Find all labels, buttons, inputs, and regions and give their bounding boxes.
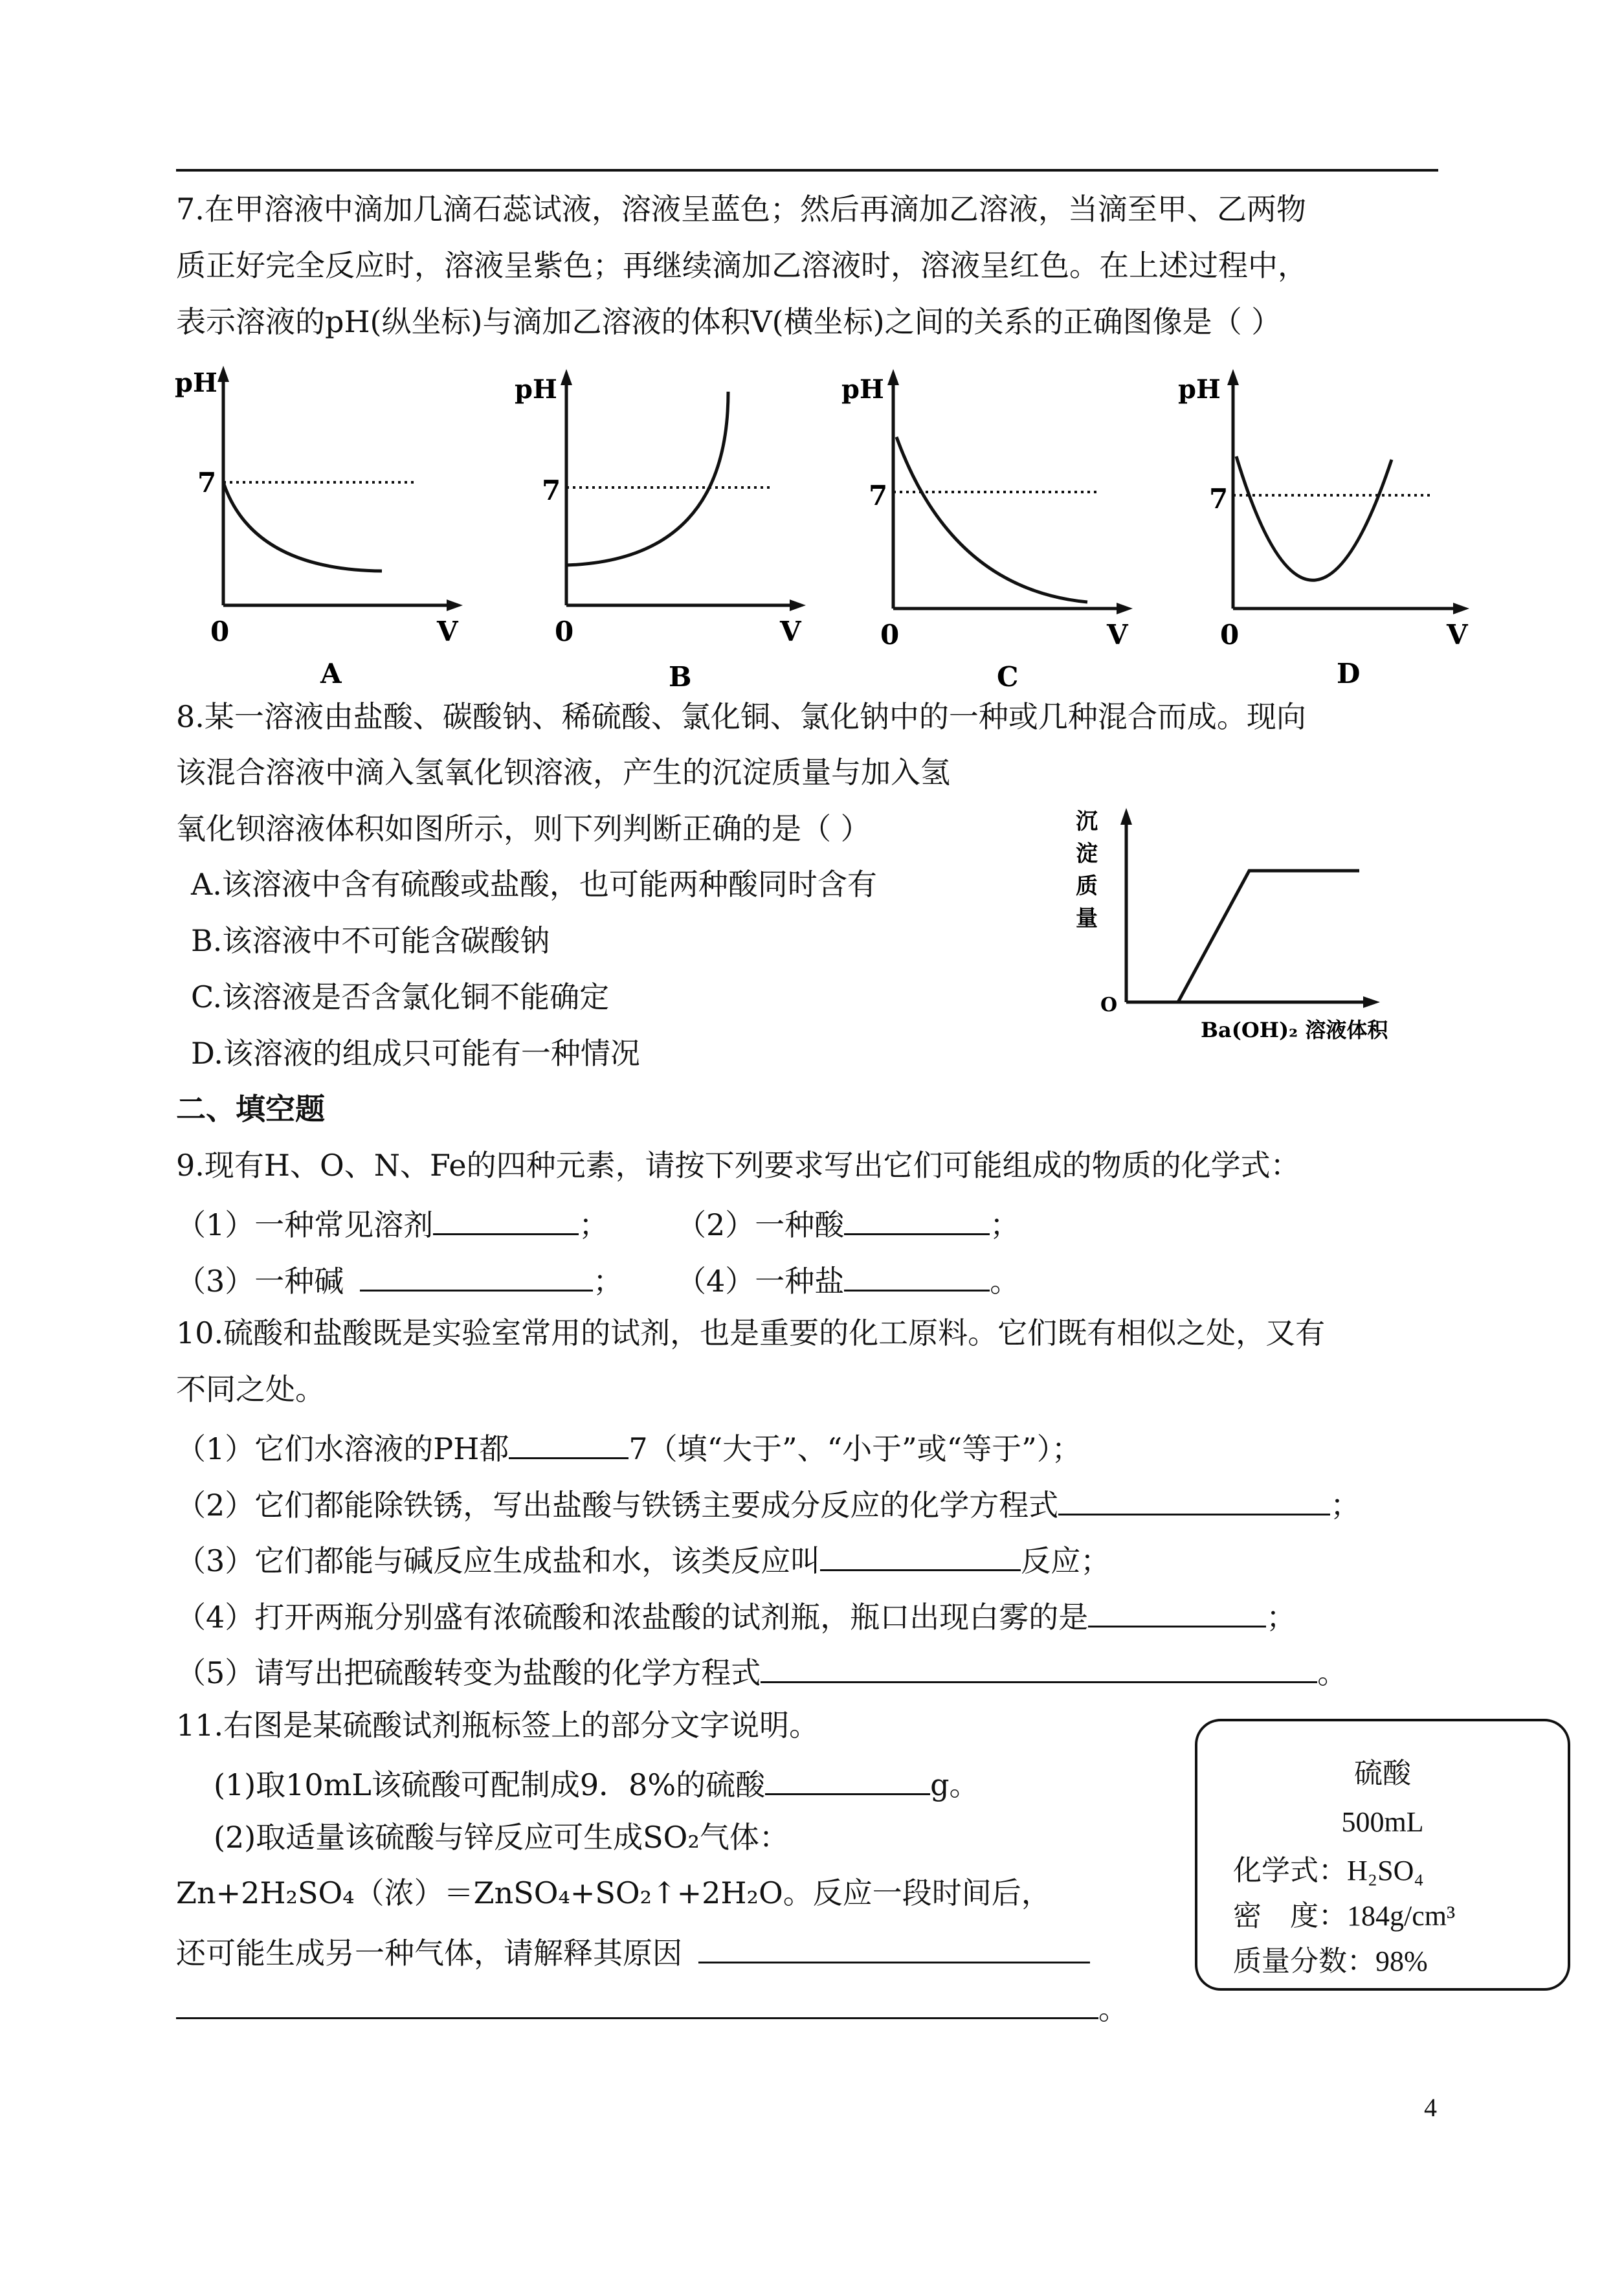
q11-equation: Zn+2H₂SO₄（浓）＝ZnSO₄+SO₂↑+2H₂O。反应一段时间后， — [176, 1875, 1051, 1910]
q11-stem: 11.右图是某硫酸试剂瓶标签上的部分文字说明。 — [176, 1708, 819, 1743]
q8-option-d: D.该溶液的组成只可能有一种情况 — [191, 1036, 640, 1071]
graph-a-seven: 7 — [197, 467, 217, 498]
q11-part1 — [214, 1763, 979, 1803]
q11-part1-blank[interactable] — [765, 1763, 930, 1795]
q8-graph-y-arrow — [1120, 808, 1132, 825]
q10-line1: 10.硫酸和盐酸既是实验室常用的试剂，也是重要的化工原料。它们既有相似之处，又有 — [176, 1315, 1326, 1350]
label-name: 硫酸 — [1354, 1758, 1411, 1789]
graph-c-seven: 7 — [869, 480, 888, 511]
q8-option-b: B.该溶液中不可能含碳酸钠 — [191, 923, 550, 958]
graph-c-curve — [896, 437, 1087, 602]
q10-part2 — [176, 1484, 1360, 1523]
q10-part5-period: 。 — [1317, 1655, 1348, 1690]
q8-graph-origin: O — [1100, 994, 1118, 1016]
q8-graph-xlabel: Ba(OH)₂ 溶液体积 — [1201, 1018, 1388, 1042]
graph-c-y-arrow — [887, 369, 899, 385]
header-rule — [176, 169, 1438, 172]
graph-a-ph-label: pH — [175, 368, 217, 398]
label-density: 密 度：184g/cm³ — [1233, 1900, 1456, 1932]
q9-part1-semi: ； — [579, 1207, 609, 1242]
q9-part3-text: （3）一种碱 — [176, 1264, 344, 1299]
q8-graph-line — [1178, 871, 1359, 1002]
q10-part5-text: （5）请写出把硫酸转变为盐酸的化学方程式 — [176, 1655, 761, 1690]
q8-option-c: C.该溶液是否含氯化铜不能确定 — [191, 979, 610, 1014]
q11-part2: (2)取适量该硫酸与锌反应可生成SO₂气体： — [214, 1820, 789, 1855]
graph-d — [1178, 366, 1482, 696]
graph-b-caption: B — [669, 661, 692, 693]
q8-line1: 8.某一溶液由盐酸、碳酸钠、稀硫酸、氯化铜、氯化钠中的一种或几种混合而成。现向 — [176, 699, 1306, 734]
q9-part4 — [676, 1260, 1019, 1299]
q10-part3-text: （3）它们都能与碱反应生成盐和水，该类反应叫 — [176, 1543, 821, 1578]
q9-stem: 9.现有H、O、N、Fe的四种元素，请按下列要求写出它们可能组成的物质的化学式： — [176, 1148, 1300, 1183]
graph-d-caption: D — [1337, 658, 1361, 689]
q10-part5 — [176, 1651, 1347, 1691]
q8-graph-ylabel-3: 质 — [1076, 873, 1098, 899]
q11-part3-blank[interactable] — [698, 1932, 1090, 1963]
q8-line2: 该混合溶液中滴入氢氧化钡溶液，产生的沉淀质量与加入氢 — [176, 755, 950, 790]
label-fraction: 质量分数：98% — [1233, 1945, 1428, 1977]
graph-a-caption: A — [320, 658, 342, 689]
graph-b-seven: 7 — [542, 475, 561, 506]
q10-part1-blank[interactable] — [509, 1427, 628, 1459]
graph-b-v-label: V — [780, 616, 801, 647]
graph-b-origin: 0 — [555, 616, 574, 647]
graph-b — [515, 366, 819, 696]
graph-d-ph-label: pH — [1178, 374, 1221, 405]
q9-part1 — [176, 1203, 608, 1243]
q10-part3-tail: 反应； — [1021, 1543, 1111, 1578]
q7-line2: 质正好完全反应时，溶液呈紫色；再继续滴加乙溶液时，溶液呈红色。在上述过程中， — [176, 248, 1307, 283]
graph-d-x-arrow — [1453, 603, 1469, 614]
graph-c-ph-label: pH — [841, 374, 884, 405]
graph-d-curve — [1236, 456, 1392, 580]
q8-option-a: A.该溶液中含有硫酸或盐酸，也可能两种酸同时含有 — [191, 867, 877, 902]
q9-part3-semi: ； — [593, 1264, 623, 1299]
q9-part4-text: （4）一种盐 — [676, 1264, 845, 1299]
graph-b-ph-label: pH — [515, 374, 557, 405]
graph-d-seven: 7 — [1209, 483, 1229, 515]
q9-part4-period: 。 — [990, 1264, 1020, 1299]
q7-line3: 表示溶液的pH(纵坐标)与滴加乙溶液的体积V(横坐标)之间的关系的正确图像是（ ） — [176, 304, 1282, 339]
q9-part2-blank[interactable] — [844, 1203, 990, 1235]
q11-part1-unit: g。 — [930, 1767, 979, 1802]
graph-d-y-arrow — [1227, 369, 1239, 385]
graph-b-x-arrow — [790, 599, 806, 611]
graph-c-origin: 0 — [880, 619, 900, 651]
q8-line3: 氧化钡溶液体积如图所示，则下列判断正确的是（ ） — [176, 811, 871, 846]
q8-graph-x-arrow — [1363, 996, 1380, 1008]
q10-line2: 不同之处。 — [176, 1372, 325, 1407]
graph-d-origin: 0 — [1220, 619, 1240, 651]
q9-part4-blank[interactable] — [844, 1260, 990, 1292]
q11-part3-text: 还可能生成另一种气体，请解释其原因 — [176, 1936, 682, 1971]
graph-a-y-arrow — [217, 366, 229, 382]
q8-graph-ylabel-2: 淀 — [1076, 841, 1098, 867]
q10-part1-tail: 7（填“大于”、“小于”或“等于”）； — [628, 1431, 1082, 1466]
q10-part2-semi: ； — [1330, 1488, 1361, 1523]
q10-part3 — [176, 1539, 1110, 1579]
q11-answer-period: 。 — [1098, 1991, 1128, 2026]
q11-part1-text: (1)取10mL该硫酸可配制成9．8%的硫酸 — [214, 1767, 766, 1802]
q11-answer-line — [176, 1987, 1128, 2027]
graph-b-y-arrow — [561, 369, 572, 385]
graph-c-v-label: V — [1107, 619, 1128, 651]
graph-a-x-arrow — [447, 599, 463, 611]
q10-part1-text: （1）它们水溶液的PH都 — [176, 1431, 509, 1466]
q9-part2 — [676, 1203, 1019, 1243]
page-number: 4 — [1424, 2093, 1437, 2122]
q9-part3 — [176, 1260, 623, 1299]
q8-graph — [1074, 796, 1437, 1049]
graph-a-origin: 0 — [210, 616, 230, 647]
q8-graph-ylabel-1: 沉 — [1076, 809, 1098, 834]
graph-c-x-arrow — [1117, 603, 1133, 614]
q7-line1: 7.在甲溶液中滴加几滴石蕊试液，溶液呈蓝色；然后再滴加乙溶液，当滴至甲、乙两物 — [176, 192, 1306, 227]
q9-part2-semi: ； — [990, 1207, 1020, 1242]
q10-part1 — [176, 1427, 1082, 1467]
q9-part1-blank[interactable] — [433, 1203, 579, 1235]
graph-b-curve — [566, 392, 728, 565]
q10-part4 — [176, 1596, 1296, 1635]
reagent-label-box — [1195, 1719, 1570, 1991]
q10-part2-text: （2）它们都能除铁锈，写出盐酸与铁锈主要成分反应的化学方程式 — [176, 1488, 1059, 1523]
graph-a-curve — [223, 482, 382, 571]
section-2-title: 二、填空题 — [176, 1091, 325, 1126]
q9-part1-text: （1）一种常见溶剂 — [176, 1207, 434, 1242]
label-formula: 化学式：H₂SO₄ — [1233, 1855, 1424, 1886]
q10-part4-text: （4）打开两瓶分别盛有浓硫酸和浓盐酸的试剂瓶，瓶口出现白雾的是 — [176, 1600, 1089, 1635]
q10-part3-blank[interactable] — [820, 1539, 1021, 1571]
q10-part5-blank[interactable] — [761, 1651, 1317, 1683]
q9-part2-text: （2）一种酸 — [676, 1207, 845, 1242]
graph-a-v-label: V — [437, 616, 458, 647]
label-volume: 500mL — [1341, 1806, 1424, 1838]
q9-part3-blank[interactable] — [360, 1260, 593, 1292]
q10-part4-semi: ； — [1266, 1600, 1296, 1635]
q10-part4-blank[interactable] — [1088, 1596, 1266, 1627]
q8-graph-ylabel-4: 量 — [1076, 906, 1098, 932]
q11-answer-blank[interactable] — [176, 1987, 1098, 2019]
graph-c-caption: C — [997, 661, 1019, 693]
graph-a — [175, 363, 479, 693]
graph-c — [841, 366, 1146, 696]
graph-d-v-label: V — [1447, 619, 1468, 651]
q11-part3 — [176, 1932, 1090, 1971]
q10-part2-blank[interactable] — [1058, 1484, 1330, 1516]
